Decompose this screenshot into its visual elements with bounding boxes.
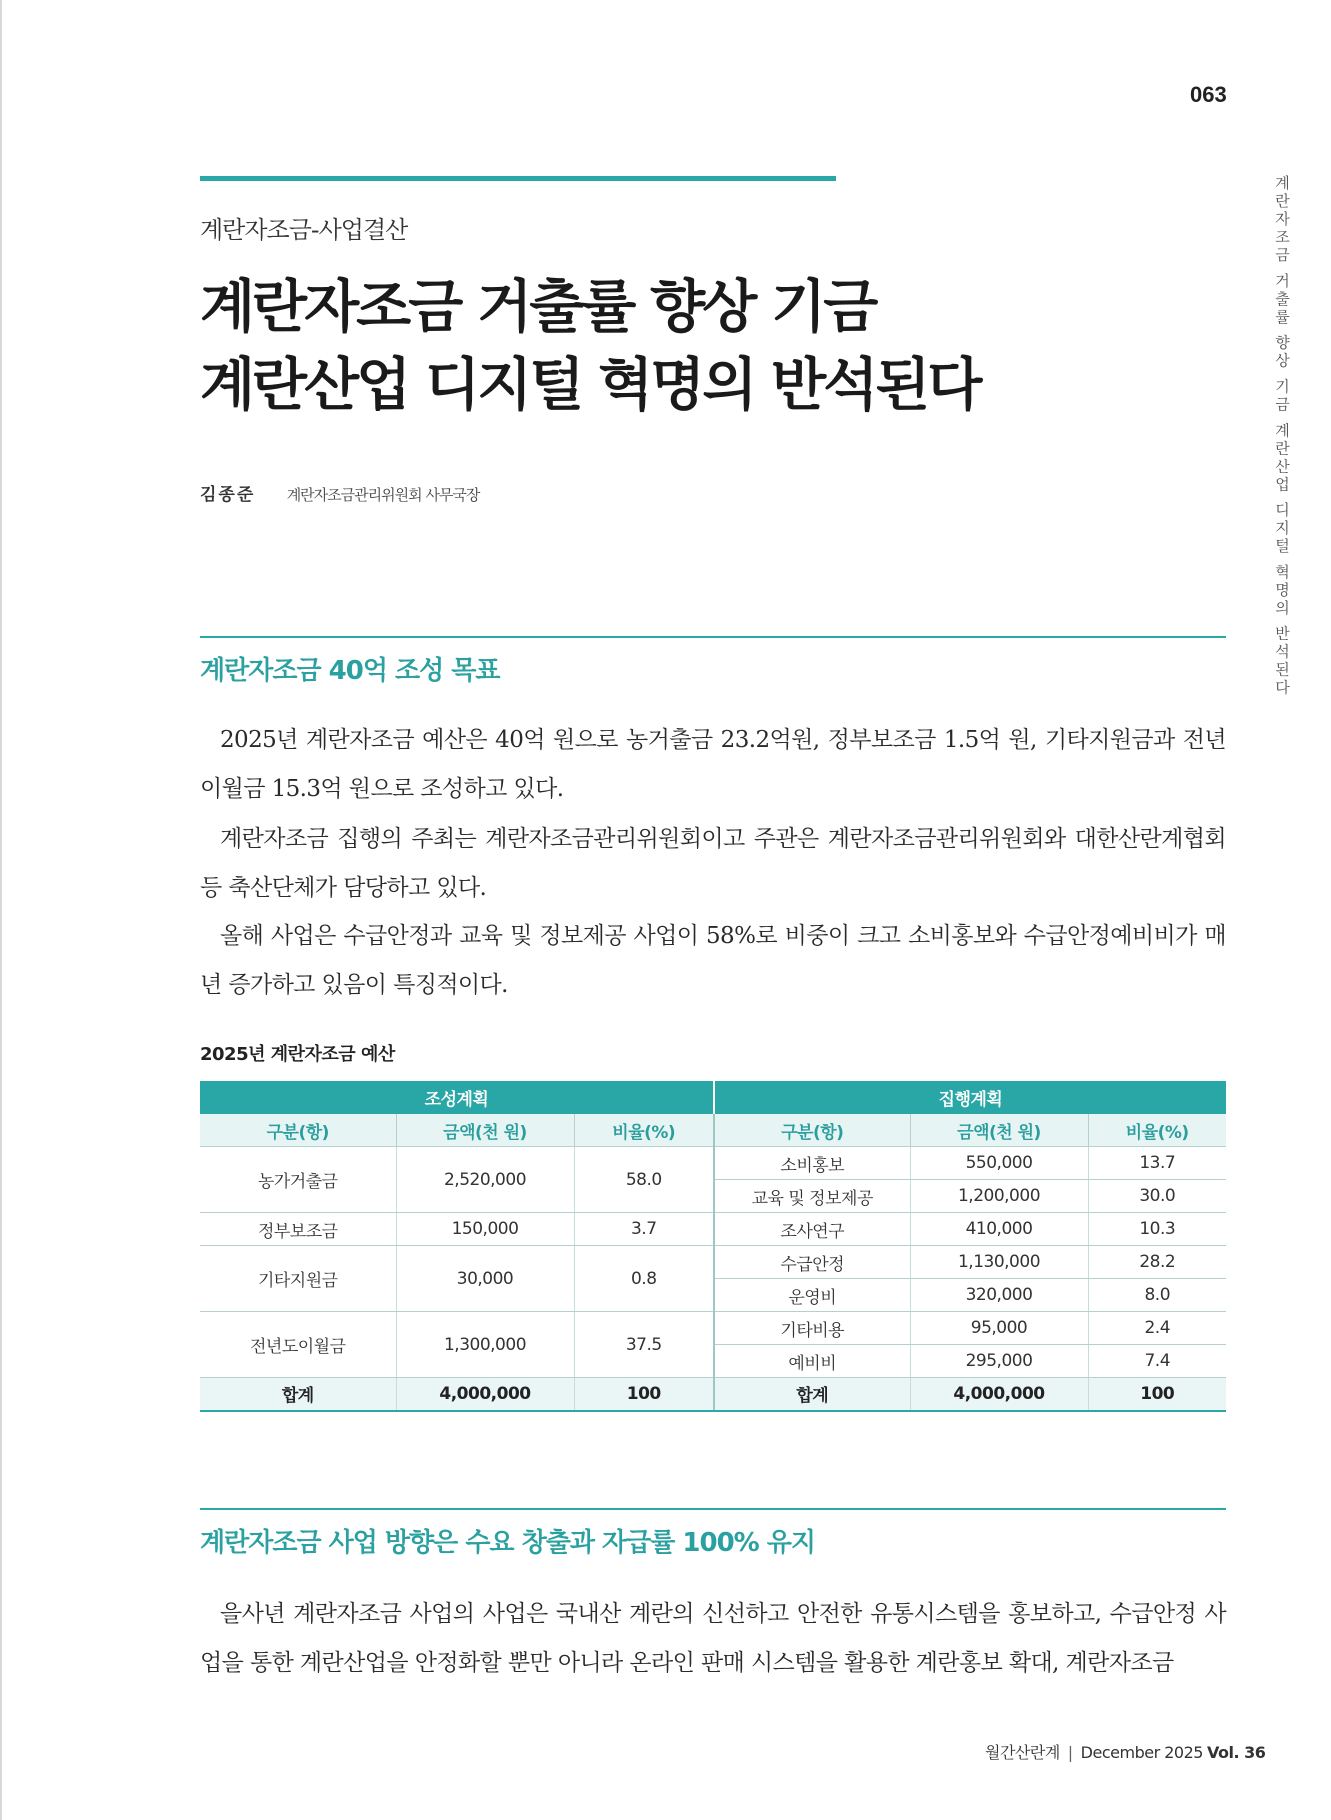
section-1-paragraph-2: 계란자조금 집행의 주최는 계란자조금관리위원회이고 주관은 계란자조금관리위원회와 대한산란계협회 등 축산단체가 담당하고 있다.	[200, 826, 1226, 901]
funding-item-cell: 정부보조금	[200, 1213, 396, 1246]
funding-ratio-cell: 58.0	[574, 1147, 714, 1213]
funding-item-cell: 기타지원금	[200, 1246, 396, 1312]
article-category: 계란자조금-사업결산	[200, 216, 408, 244]
funding-ratio-cell: 3.7	[574, 1213, 714, 1246]
top-accent-rule	[200, 176, 836, 181]
funding-item-cell: 전년도이월금	[200, 1312, 396, 1378]
spending-amount-cell: 410,000	[910, 1213, 1088, 1246]
funding-total-amount: 4,000,000	[396, 1378, 574, 1411]
table-group-header-row	[200, 1082, 1226, 1114]
spending-ratio-cell: 28.2	[1088, 1246, 1226, 1279]
col-header-funding-item: 구분(항)	[200, 1114, 396, 1147]
funding-amount-cell: 2,520,000	[396, 1147, 574, 1213]
spending-amount-cell: 550,000	[910, 1147, 1088, 1180]
table-row	[200, 1213, 1226, 1246]
spending-ratio-cell: 7.4	[1088, 1345, 1226, 1378]
spending-amount-cell: 1,200,000	[910, 1180, 1088, 1213]
spending-ratio-cell: 8.0	[1088, 1279, 1226, 1312]
funding-amount-cell: 30,000	[396, 1246, 574, 1312]
issue-date: December 2025	[1080, 1743, 1203, 1762]
spending-total-amount: 4,000,000	[910, 1378, 1088, 1411]
col-header-spending-amount: 금액(천 원)	[910, 1114, 1088, 1147]
page-footer	[985, 1740, 1265, 1763]
funding-amount-cell: 1,300,000	[396, 1312, 574, 1378]
author-role: 계란자조금관리위원회 사무국장	[286, 486, 480, 504]
side-running-title: 계란자조금 거출률 향상 기금 계란산업 디지털 혁명의 반석된다	[1273, 175, 1291, 698]
funding-ratio-cell: 37.5	[574, 1312, 714, 1378]
table-total-row	[200, 1378, 1226, 1411]
author-name: 김종준	[200, 485, 256, 505]
byline	[200, 480, 479, 505]
section-2-rule	[200, 1508, 1226, 1510]
table-row	[200, 1147, 1226, 1180]
section-2-heading: 계란자조금 사업 방향은 수요 창출과 자급률 100% 유지	[200, 1528, 816, 1558]
section-1-paragraph-3: 올해 사업은 수급안정과 교육 및 정보제공 사업이 58%로 비중이 크고 소비홍보와 수급안정예비비가 매년 증가하고 있음이 특징적이다.	[200, 923, 1226, 998]
funding-item-cell: 농가거출금	[200, 1147, 396, 1213]
section-1-heading: 계란자조금 40억 조성 목표	[200, 656, 500, 686]
spending-item-cell: 교육 및 정보제공	[714, 1180, 910, 1213]
spending-amount-cell: 295,000	[910, 1345, 1088, 1378]
col-header-spending-item: 구분(항)	[714, 1114, 910, 1147]
spending-item-cell: 소비홍보	[714, 1147, 910, 1180]
spending-amount-cell: 1,130,000	[910, 1246, 1088, 1279]
spending-item-cell: 예비비	[714, 1345, 910, 1378]
article-headline	[200, 268, 1220, 424]
spending-ratio-cell: 13.7	[1088, 1147, 1226, 1180]
spending-amount-cell: 320,000	[910, 1279, 1088, 1312]
group-header-spending: 집행계획	[714, 1082, 1226, 1114]
table-row	[200, 1246, 1226, 1279]
funding-amount-cell: 150,000	[396, 1213, 574, 1246]
spending-item-cell: 조사연구	[714, 1213, 910, 1246]
funding-ratio-cell: 0.8	[574, 1246, 714, 1312]
spending-item-cell: 수급안정	[714, 1246, 910, 1279]
magazine-name: 월간산란계	[985, 1743, 1060, 1762]
col-header-funding-ratio: 비율(%)	[574, 1114, 714, 1147]
spending-item-cell: 운영비	[714, 1279, 910, 1312]
headline-line-2: 계란산업 디지털 혁명의 반석된다	[200, 352, 980, 418]
spending-ratio-cell: 30.0	[1088, 1180, 1226, 1213]
table-caption: 2025년 계란자조금 예산	[200, 1044, 395, 1065]
spending-item-cell: 기타비용	[714, 1312, 910, 1345]
spending-total-ratio: 100	[1088, 1378, 1226, 1411]
page-edge	[0, 0, 2, 1820]
headline-line-1: 계란자조금 거출률 향상 기금	[200, 274, 876, 340]
col-header-funding-amount: 금액(천 원)	[396, 1114, 574, 1147]
spending-total-label: 합계	[714, 1378, 910, 1411]
section-1-paragraph-1: 2025년 계란자조금 예산은 40억 원으로 농거출금 23.2억원, 정부보조금 1.5억 원, 기타지원금과 전년이월금 15.3억 원으로 조성하고 있다.	[200, 727, 1226, 802]
group-header-funding: 조성계획	[200, 1082, 714, 1114]
footer-separator: |	[1067, 1743, 1073, 1762]
spending-amount-cell: 95,000	[910, 1312, 1088, 1345]
col-header-spending-ratio: 비율(%)	[1088, 1114, 1226, 1147]
page-number: 063	[1190, 82, 1227, 107]
funding-total-label: 합계	[200, 1378, 396, 1411]
budget-table	[200, 1081, 1226, 1412]
spending-ratio-cell: 10.3	[1088, 1213, 1226, 1246]
section-1-rule	[200, 636, 1226, 638]
table-column-header-row	[200, 1114, 1226, 1147]
volume-number: Vol. 36	[1206, 1743, 1266, 1762]
spending-ratio-cell: 2.4	[1088, 1312, 1226, 1345]
funding-total-ratio: 100	[574, 1378, 714, 1411]
table-row	[200, 1312, 1226, 1345]
section-2-paragraph-1: 을사년 계란자조금 사업의 사업은 국내산 계란의 신선하고 안전한 유통시스템을 홍보하고, 수급안정 사업을 통한 계란산업을 안정화할 뿐만 아니라 온라인 판매 시스템을 활용한 계란홍보 확대, 계란자조금	[200, 1601, 1226, 1676]
